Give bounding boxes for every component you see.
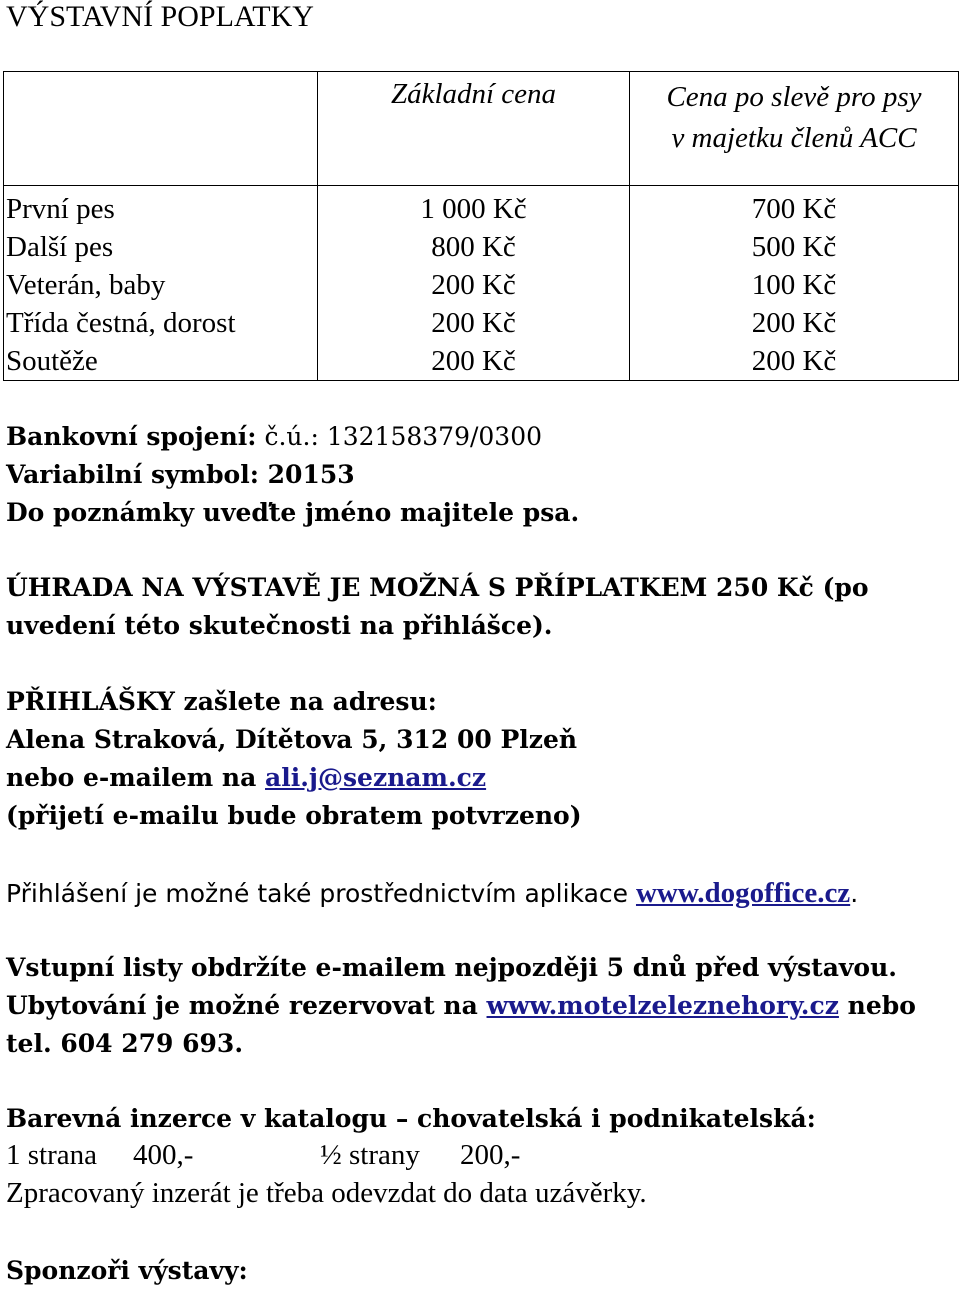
- table-cell-discount: 500 Kč: [751, 231, 837, 263]
- applications-email-line: [6, 763, 486, 792]
- online-text: Přihlášení je možné také prostřednictvím aplikace: [6, 879, 636, 908]
- table-row-label: Veterán, baby: [6, 269, 166, 301]
- table-cell-discount: 100 Kč: [751, 269, 837, 301]
- fee-table-discount-values: [630, 186, 959, 381]
- motel-link[interactable]: www.motelzeleznehory.cz: [486, 991, 839, 1020]
- email-prefix: nebo e-mailem na: [6, 763, 266, 792]
- accommodation-prefix: Ubytování je možné rezervovat na: [6, 991, 487, 1020]
- table-row-label: První pes: [6, 193, 115, 225]
- table-cell-discount: 200 Kč: [751, 307, 837, 339]
- table-row-label: Třída čestná, dorost: [6, 307, 236, 339]
- page-title: VÝSTAVNÍ POPLATKY: [6, 0, 314, 33]
- surcharge-line-2: uvedení této skutečnosti na přihlášce).: [6, 611, 553, 640]
- table-cell-discount: 200 Kč: [751, 345, 837, 377]
- online-suffix: .: [850, 879, 859, 908]
- bank-label: Bankovní spojení:: [6, 422, 257, 451]
- bank-account-line: [6, 422, 542, 451]
- fee-table-header-empty: [4, 72, 318, 186]
- fee-table-header-base: Základní cena: [318, 72, 630, 186]
- fee-table: [3, 71, 959, 381]
- applications-heading: [6, 687, 437, 716]
- table-row-label: Další pes: [6, 231, 114, 263]
- dogoffice-link[interactable]: www.dogoffice.cz: [635, 877, 851, 909]
- phone-line: tel. 604 279 693.: [6, 1029, 244, 1058]
- accommodation-line: [6, 991, 916, 1020]
- table-cell-base: 800 Kč: [431, 231, 516, 263]
- account-prefix: č.ú.: [264, 422, 311, 451]
- variable-symbol: Variabilní symbol: 20153: [6, 460, 355, 489]
- fee-table-base-values: [318, 186, 630, 381]
- advert-full-label: 1 strana: [6, 1139, 97, 1171]
- table-cell-discount: 700 Kč: [751, 193, 837, 225]
- advert-full-page: [6, 1139, 97, 1172]
- advert-half-price: 200,-: [460, 1139, 521, 1171]
- table-cell-base: 200 Kč: [431, 345, 516, 377]
- entry-documents-line: Vstupní listy obdržíte e-mailem nejpozději 5 dnů před výstavou.: [6, 953, 897, 982]
- sponsors-heading: Sponzoři výstavy:: [6, 1256, 248, 1285]
- table-cell-base: 1 000 Kč: [420, 193, 527, 225]
- table-row-label: Soutěže: [6, 345, 98, 377]
- table-cell-base: 200 Kč: [431, 307, 516, 339]
- fee-table-header-discount: Cena po slevě pro psy v majetku členů ACC: [630, 72, 959, 186]
- account-number: : 132158379/0300: [310, 422, 543, 451]
- advert-note: Zpracovaný inzerát je třeba odevzdat do data uzávěrky.: [6, 1177, 647, 1209]
- advert-full-price: 400,-: [133, 1139, 194, 1171]
- table-cell-base: 200 Kč: [431, 269, 516, 301]
- applications-heading-rest: zašlete na adresu:: [174, 687, 437, 716]
- accommodation-suffix: nebo: [838, 991, 916, 1020]
- email-link[interactable]: ali.j@seznam.cz: [265, 763, 487, 792]
- fee-table-header-row: [4, 72, 959, 186]
- surcharge-line-1: ÚHRADA NA VÝSTAVĚ JE MOŽNÁ S PŘÍPLATKEM 250 Kč (po: [6, 573, 869, 602]
- payment-note: Do poznámky uveďte jméno majitele psa.: [6, 498, 580, 527]
- fee-table-body-row: [4, 186, 959, 381]
- advert-heading: Barevná inzerce v katalogu – chovatelská i podnikatelská:: [6, 1104, 816, 1133]
- online-registration-line: [6, 877, 858, 910]
- applications-address: Alena Straková, Dítětova 5, 312 00 Plzeň: [6, 725, 578, 754]
- applications-confirmation: (přijetí e-mailu bude obratem potvrzeno): [6, 801, 582, 830]
- fee-table-labels: [4, 186, 318, 381]
- advert-half-label: ½ strany: [320, 1139, 420, 1171]
- applications-heading-bold: PŘIHLÁŠKY: [6, 687, 175, 716]
